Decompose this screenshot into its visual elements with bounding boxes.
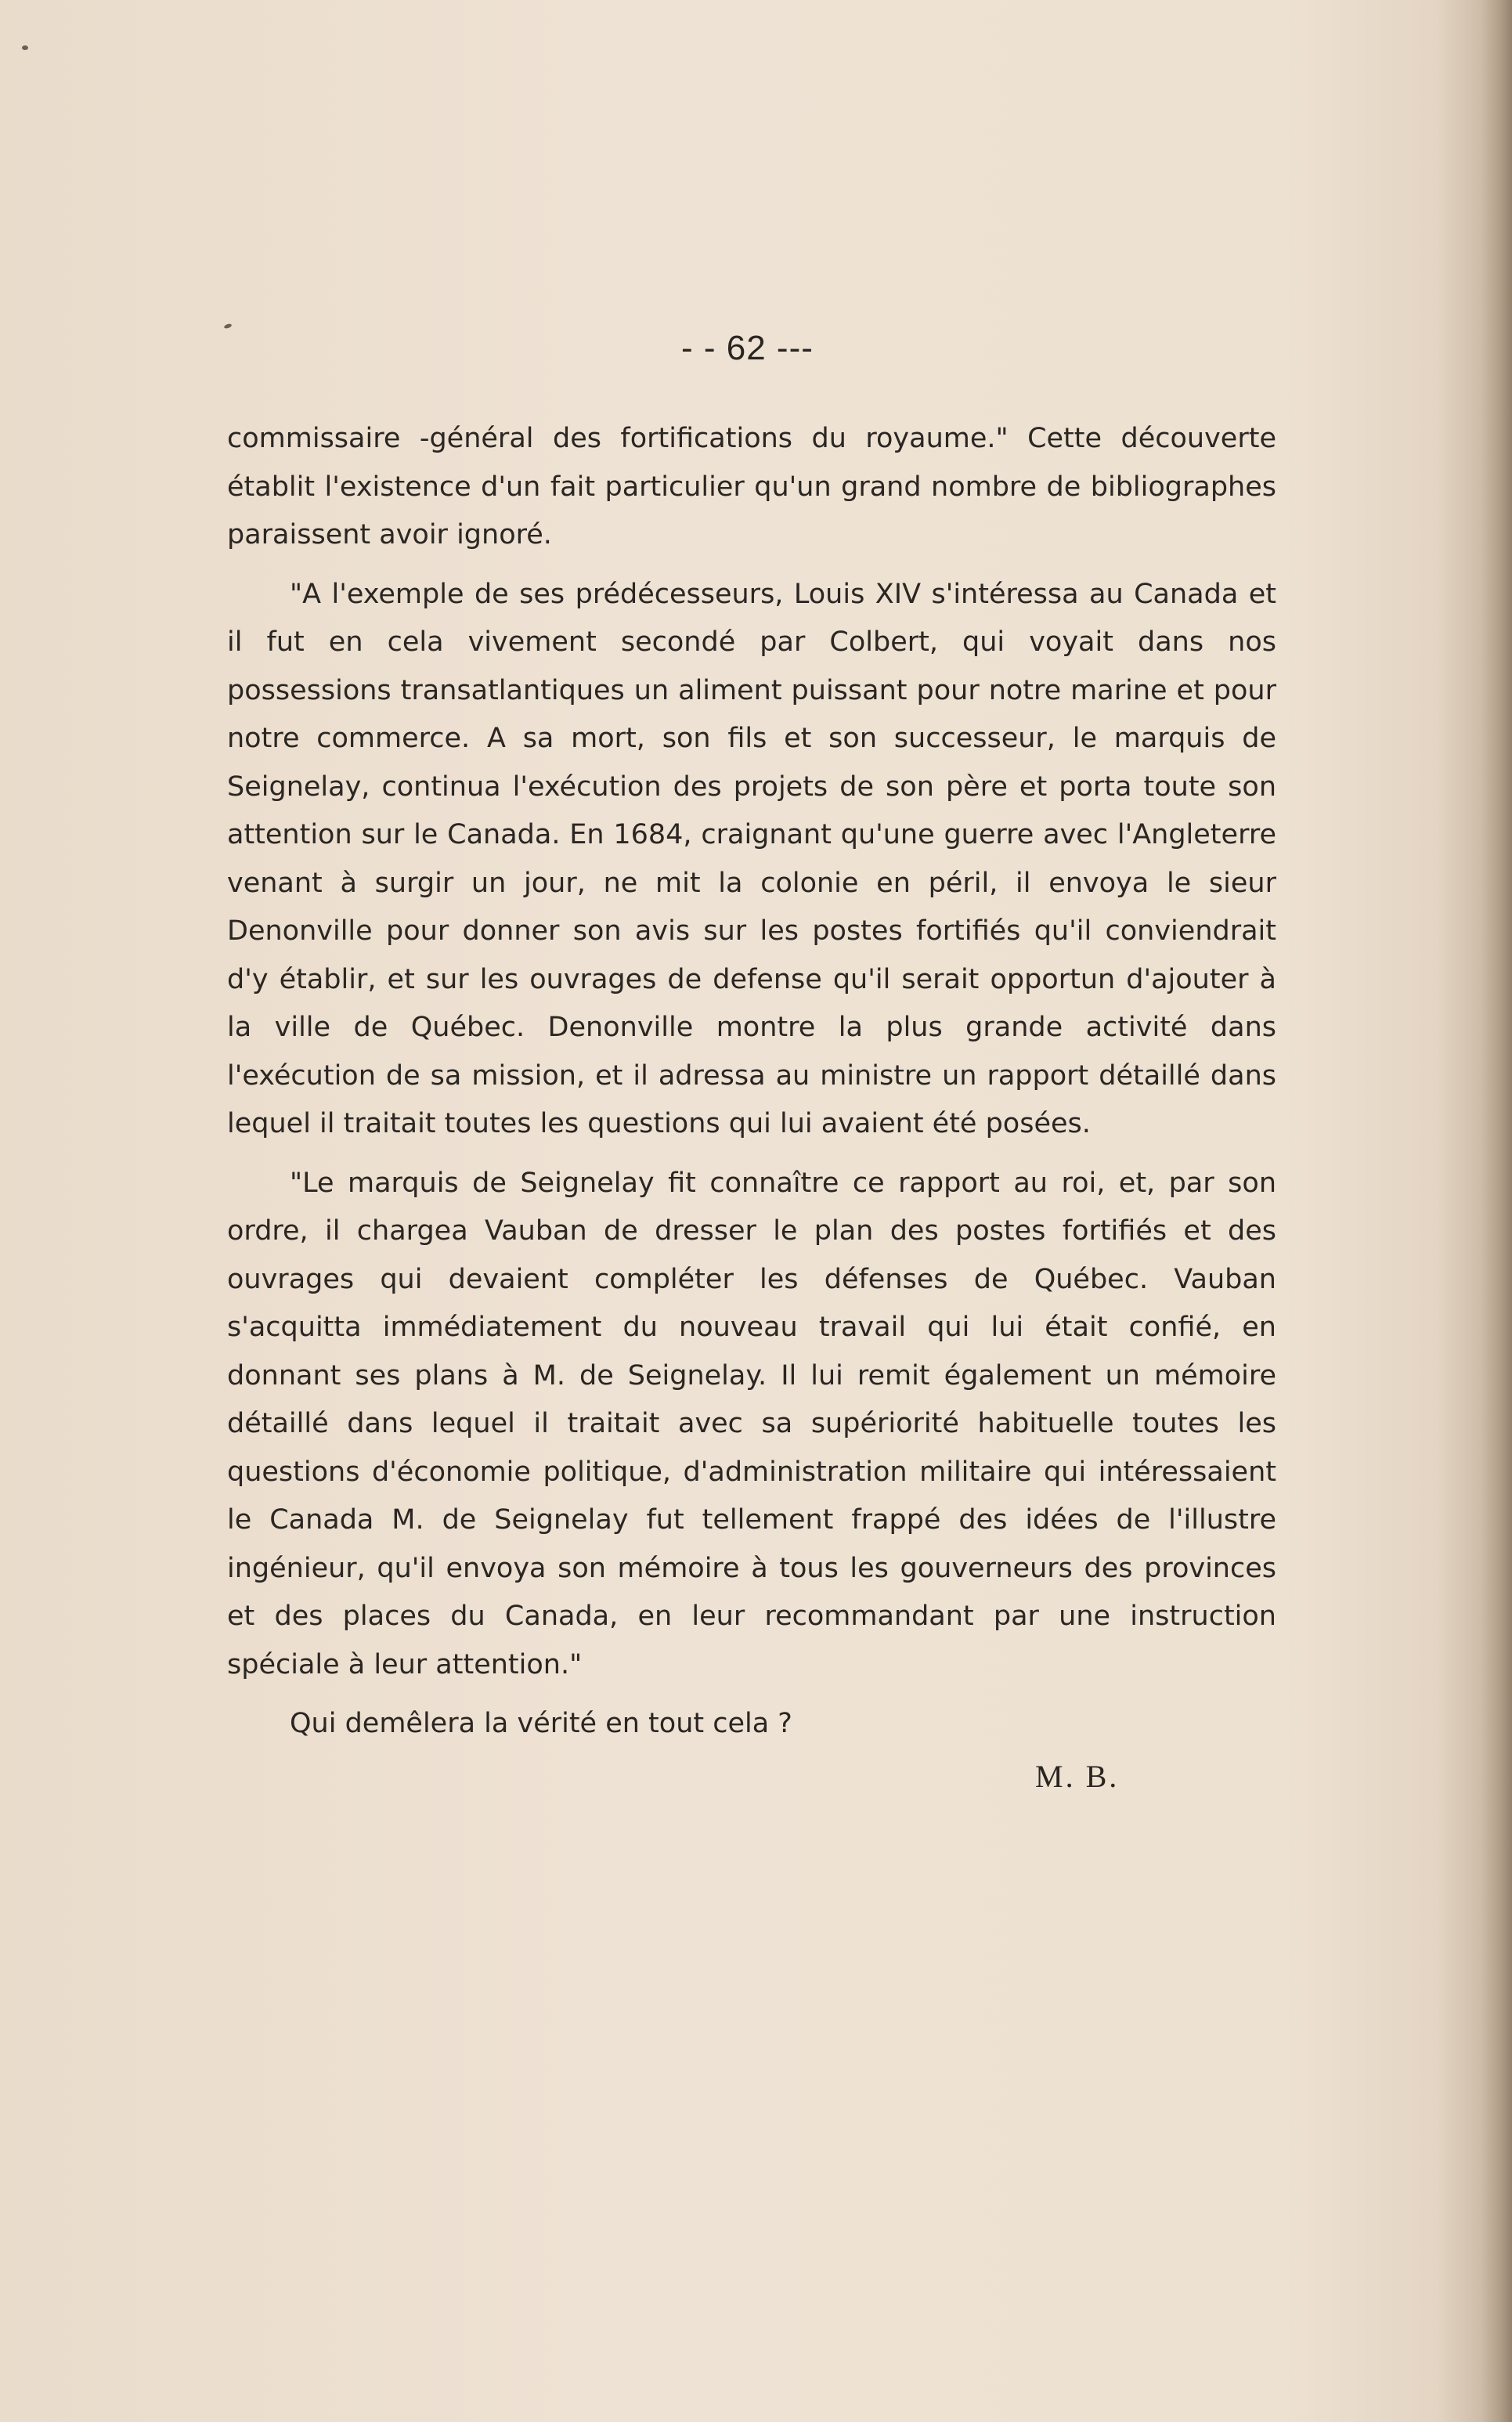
paragraph-4: Qui demêlera la vérité en tout cela ? [290, 1708, 792, 1739]
body-text [227, 415, 1276, 1760]
signature: M. B. [1035, 1759, 1120, 1794]
page-number: - - 62 --- [681, 329, 814, 367]
page-edge-shadow [1481, 0, 1512, 2422]
paper-speck [223, 323, 232, 329]
paper-speck [22, 45, 28, 50]
paragraph-2: "A l'exemple de ses prédécesseurs, Louis XIV s'intéressa au Canada et il fut en cela vivement secondé par Colbert, qui voyait dans nos possessions transatlantiques un aliment puissant pour notre marine et pour notre commerce. A sa mort, son fils et son successeur, le marquis de Seignelay, continua l'exécution des projets de son père et porta toute son attention sur le Canada. En 1684, craignant qu'une guerre avec l'Angleterre venant à surgir un jour, ne mit la colonie en péril, il envoya le sieur Denonville pour donner son avis sur les postes fortifiés qu'il conviendrait d'y établir, et sur les ouvrages de defense qu'il serait opportun d'ajouter à la ville de Québec. Denonville montre la plus grande activité dans l'exécution de sa mission, et il adressa au ministre un rapport détaillé dans lequel il traitait toutes les questions qui lui avaient été posées. [227, 578, 1276, 1139]
paragraph-1: commissaire -général des fortifications du royaume." Cette découverte établit l'existence d'un fait particulier qu'un grand nombre de bibliographes paraissent avoir ignoré. [227, 423, 1276, 550]
paragraph-3: "Le marquis de Seignelay fit connaître ce rapport au roi, et, par son ordre, il chargea Vauban de dresser le plan des postes fortifiés et des ouvrages qui devaient compléter les défenses de Québec. Vauban s'acquitta immédiatement du nouveau travail qui lui était confié, en donnant ses plans à M. de Seignelay. Il lui remit également un mémoire détaillé dans lequel il traitait avec sa supériorité habituelle toutes les questions d'économie politique, d'administration militaire qui intéressaient le Canada M. de Seignelay fut tellement frappé des idées de l'illustre ingénieur, qu'il envoya son mémoire à tous les gouverneurs des provinces et des places du Canada, en leur recommandant par une instruction spéciale à leur attention." [227, 1167, 1276, 1680]
